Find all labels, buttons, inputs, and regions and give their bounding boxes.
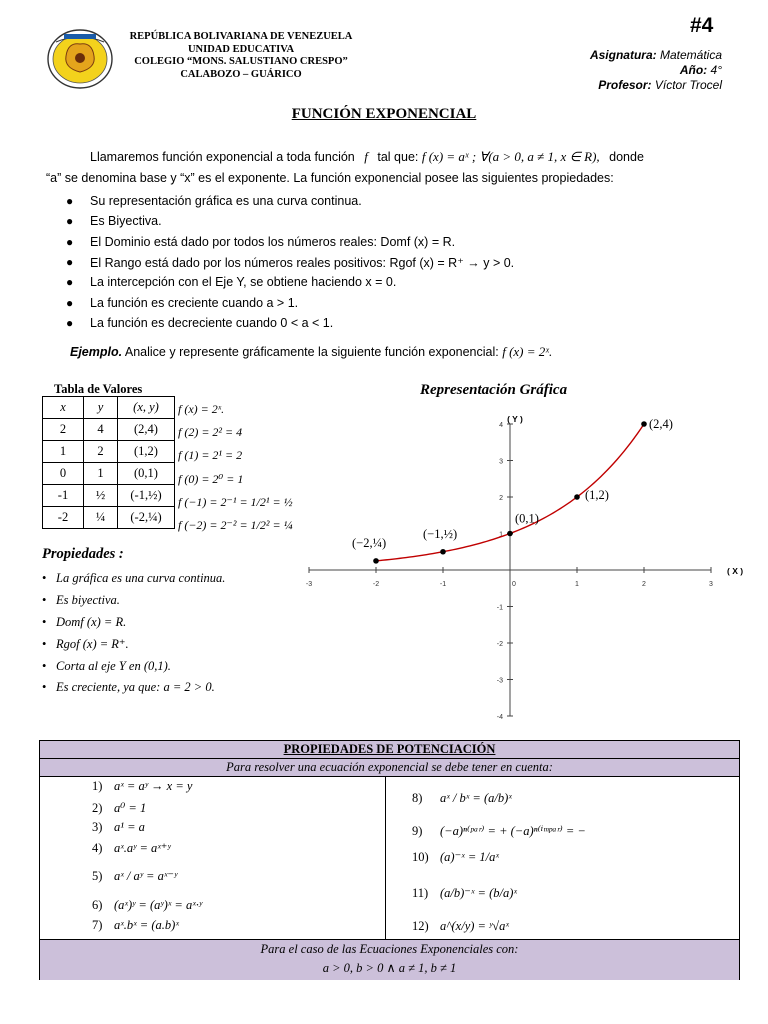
y-tick-label: 2 [499,495,503,502]
data-point [440,549,446,555]
bullet-item: ● La función es creciente cuando a > 1. [66,295,299,310]
x-tick-label: 3 [709,581,713,588]
rule-item: 9) (−a)ⁿ⁽ᵖᵃʳ⁾ = + (−a)ⁿ⁽ⁱᵐᵖᵃʳ⁾ = − [412,823,586,838]
rule-item: 6) (aˣ)ʸ = (aʸ)ˣ = aˣ·ʸ [92,898,203,912]
page-number: #4 [690,14,714,37]
evaluation-line: f (x) = 2ˣ. [178,402,225,417]
property-item: • Rgof (x) = R⁺. [42,636,129,652]
graph-title: Representación Gráfica [420,382,568,398]
evaluation-line: f (0) = 2⁰ = 1 [178,471,244,486]
property-item: • Es creciente, ya que: a = 2 > 0. [42,680,215,695]
year-value: 4° [710,63,722,77]
rule-item: 4) aˣ.aʸ = aˣ⁺ʸ [92,840,171,855]
property-item: • Domf (x) = R. [42,614,127,629]
rule-item: 10) (a)⁻ˣ = 1/aˣ [412,849,499,864]
point-label: (−1,½) [423,526,458,541]
table-row: -1 ½ (-1,½) [43,485,175,507]
rule-item: 2) a⁰ = 1 [92,800,147,815]
table-row: 0 1 (0,1) [43,463,175,485]
tick-labels [306,414,743,721]
x-tick-label: -1 [439,581,447,588]
point-label: (2,4) [649,417,673,431]
example-math: f (x) = 2ˣ. [502,344,553,359]
example-line [70,344,552,360]
school-header [110,31,372,81]
column-header: (x, y) [118,397,175,419]
evaluation-line: f (−1) = 2⁻¹ = 1/2¹ = ½ [178,494,293,509]
point-label: (1,2) [585,488,609,502]
intro-math: f (x) = aˣ ; ∀(a > 0, a ≠ 1, x ∈ R), [421,149,600,164]
potentiation-subtitle: Para resolver una ecuación exponencial se debe tener en cuenta: [40,759,739,777]
x-tick-label: -3 [305,581,313,588]
evaluation-line: f (1) = 2¹ = 2 [178,448,243,463]
y-tick-label: -4 [496,714,503,721]
rule-item: 5) aˣ / aʸ = aˣ⁻ʸ [92,868,178,883]
intro-text: donde [609,150,644,164]
property-item: • Corta al eje Y en (0,1). [42,658,171,673]
column-divider [385,777,386,939]
school-logo [46,28,114,90]
data-point [641,421,647,427]
properties-list [42,568,225,699]
intro-line-2: “a” se denomina base y “x” es el exponente. La función exponencial posee las siguientes propiedades: [46,171,614,185]
y-tick-label: 1 [499,531,503,539]
subject-label: Asignatura: [589,48,657,62]
bullet-item: ● La intercepción con el Eje Y, se obtiene haciendo x = 0. [66,275,397,290]
footer-line: a > 0, b > 0 ∧ a ≠ 1, b ≠ 1 [322,961,457,975]
y-axis-label: ( Y ) [507,414,523,424]
subject-value: Matemática [659,48,722,62]
intro-text: Llamaremos función exponencial a toda función [90,150,355,164]
example-label: Ejemplo. [70,345,123,359]
exponential-graph [290,400,744,730]
property-item: • La gráfica es una curva continua. [42,571,226,586]
column-header: y [84,397,118,419]
properties-title: Propiedades : [42,546,124,562]
data-point [507,531,513,537]
x-tick-label: -2 [372,581,380,588]
rule-item: 1) aˣ = aʸ → x = y [92,779,193,793]
teacher-value: Víctor Trocel [654,78,722,92]
property-bullet-list [66,191,514,333]
values-table [42,396,175,529]
table-row: 2 4 (2,4) [43,419,175,441]
y-tick-label: -2 [496,641,503,648]
bullet-item: ● Es Biyectiva. [66,214,162,229]
y-tick-label: -3 [496,677,503,685]
data-point [373,558,379,564]
rule-item: 11) (a/b)⁻ˣ = (b/a)ˣ [412,885,517,900]
school-line: UNIDAD EDUCATIVA [187,43,295,55]
year-label: Año: [679,63,708,77]
point-label: (−2,¼) [352,535,387,550]
function-evaluations [178,398,293,537]
potentiation-title: PROPIEDADES DE POTENCIACIÓN [40,741,739,759]
x-tick-label: 1 [575,581,579,588]
evaluation-line: f (−2) = 2⁻² = 1/2² = ¼ [178,518,293,533]
y-tick-label: 4 [499,422,503,429]
example-text: Analice y represente gráficamente la siguiente función exponencial: [124,345,499,359]
footer-line: Para el caso de las Ecuaciones Exponenciales con: [260,942,519,956]
bullet-item: ● La función es decreciente cuando 0 < a < 1. [66,315,334,330]
potentiation-box [39,740,740,980]
school-line: CALABOZO – GUÁRICO [180,68,302,80]
table-row: 1 2 (1,2) [43,441,175,463]
data-point [574,494,580,500]
bullet-item: ● El Rango está dado por los números reales positivos: Rgof (x) = R⁺ → y > 0. [66,255,515,270]
rule-item: 12) a^(x/y) = ʸ√aˣ [412,919,509,933]
x-axis-label: ( X ) [727,566,744,576]
page-title: FUNCIÓN EXPONENCIAL [291,106,477,122]
point-labels [352,417,673,550]
point-label: (0,1) [515,511,539,526]
table-row: -2 ¼ (-2,¼) [43,507,175,529]
rule-item: 7) aˣ.bˣ = (a.b)ˣ [92,918,179,932]
y-tick-label: -1 [496,604,503,612]
school-line: COLEGIO “MONS. SALUSTIANO CRESPO” [134,56,348,67]
evaluation-line: f (2) = 2² = 4 [178,425,243,440]
intro-text: tal que: [377,150,419,164]
intro-line-1 [90,149,644,165]
intro-f: f [364,149,368,164]
rule-item: 8) aˣ / bˣ = (a/b)ˣ [412,791,512,805]
school-line: REPÚBLICA BOLIVARIANA DE VENEZUELA [129,31,353,42]
table-header-row [43,397,175,419]
potentiation-footer [40,939,739,980]
property-item: • Es biyectiva. [42,593,120,608]
bullet-item: ● Su representación gráfica es una curva continua. [66,194,362,209]
bullet-item: ● El Dominio está dado por todos los números reales: Domf (x) = R. [66,234,456,249]
values-table-title: Tabla de Valores [54,382,143,396]
rule-item: 3) a¹ = a [92,820,145,834]
x-tick-label: 0 [512,581,516,588]
y-tick-label: 3 [499,458,503,466]
course-info [590,48,722,93]
column-header: x [43,397,84,419]
x-tick-label: 2 [642,581,646,588]
teacher-label: Profesor: [598,78,652,92]
